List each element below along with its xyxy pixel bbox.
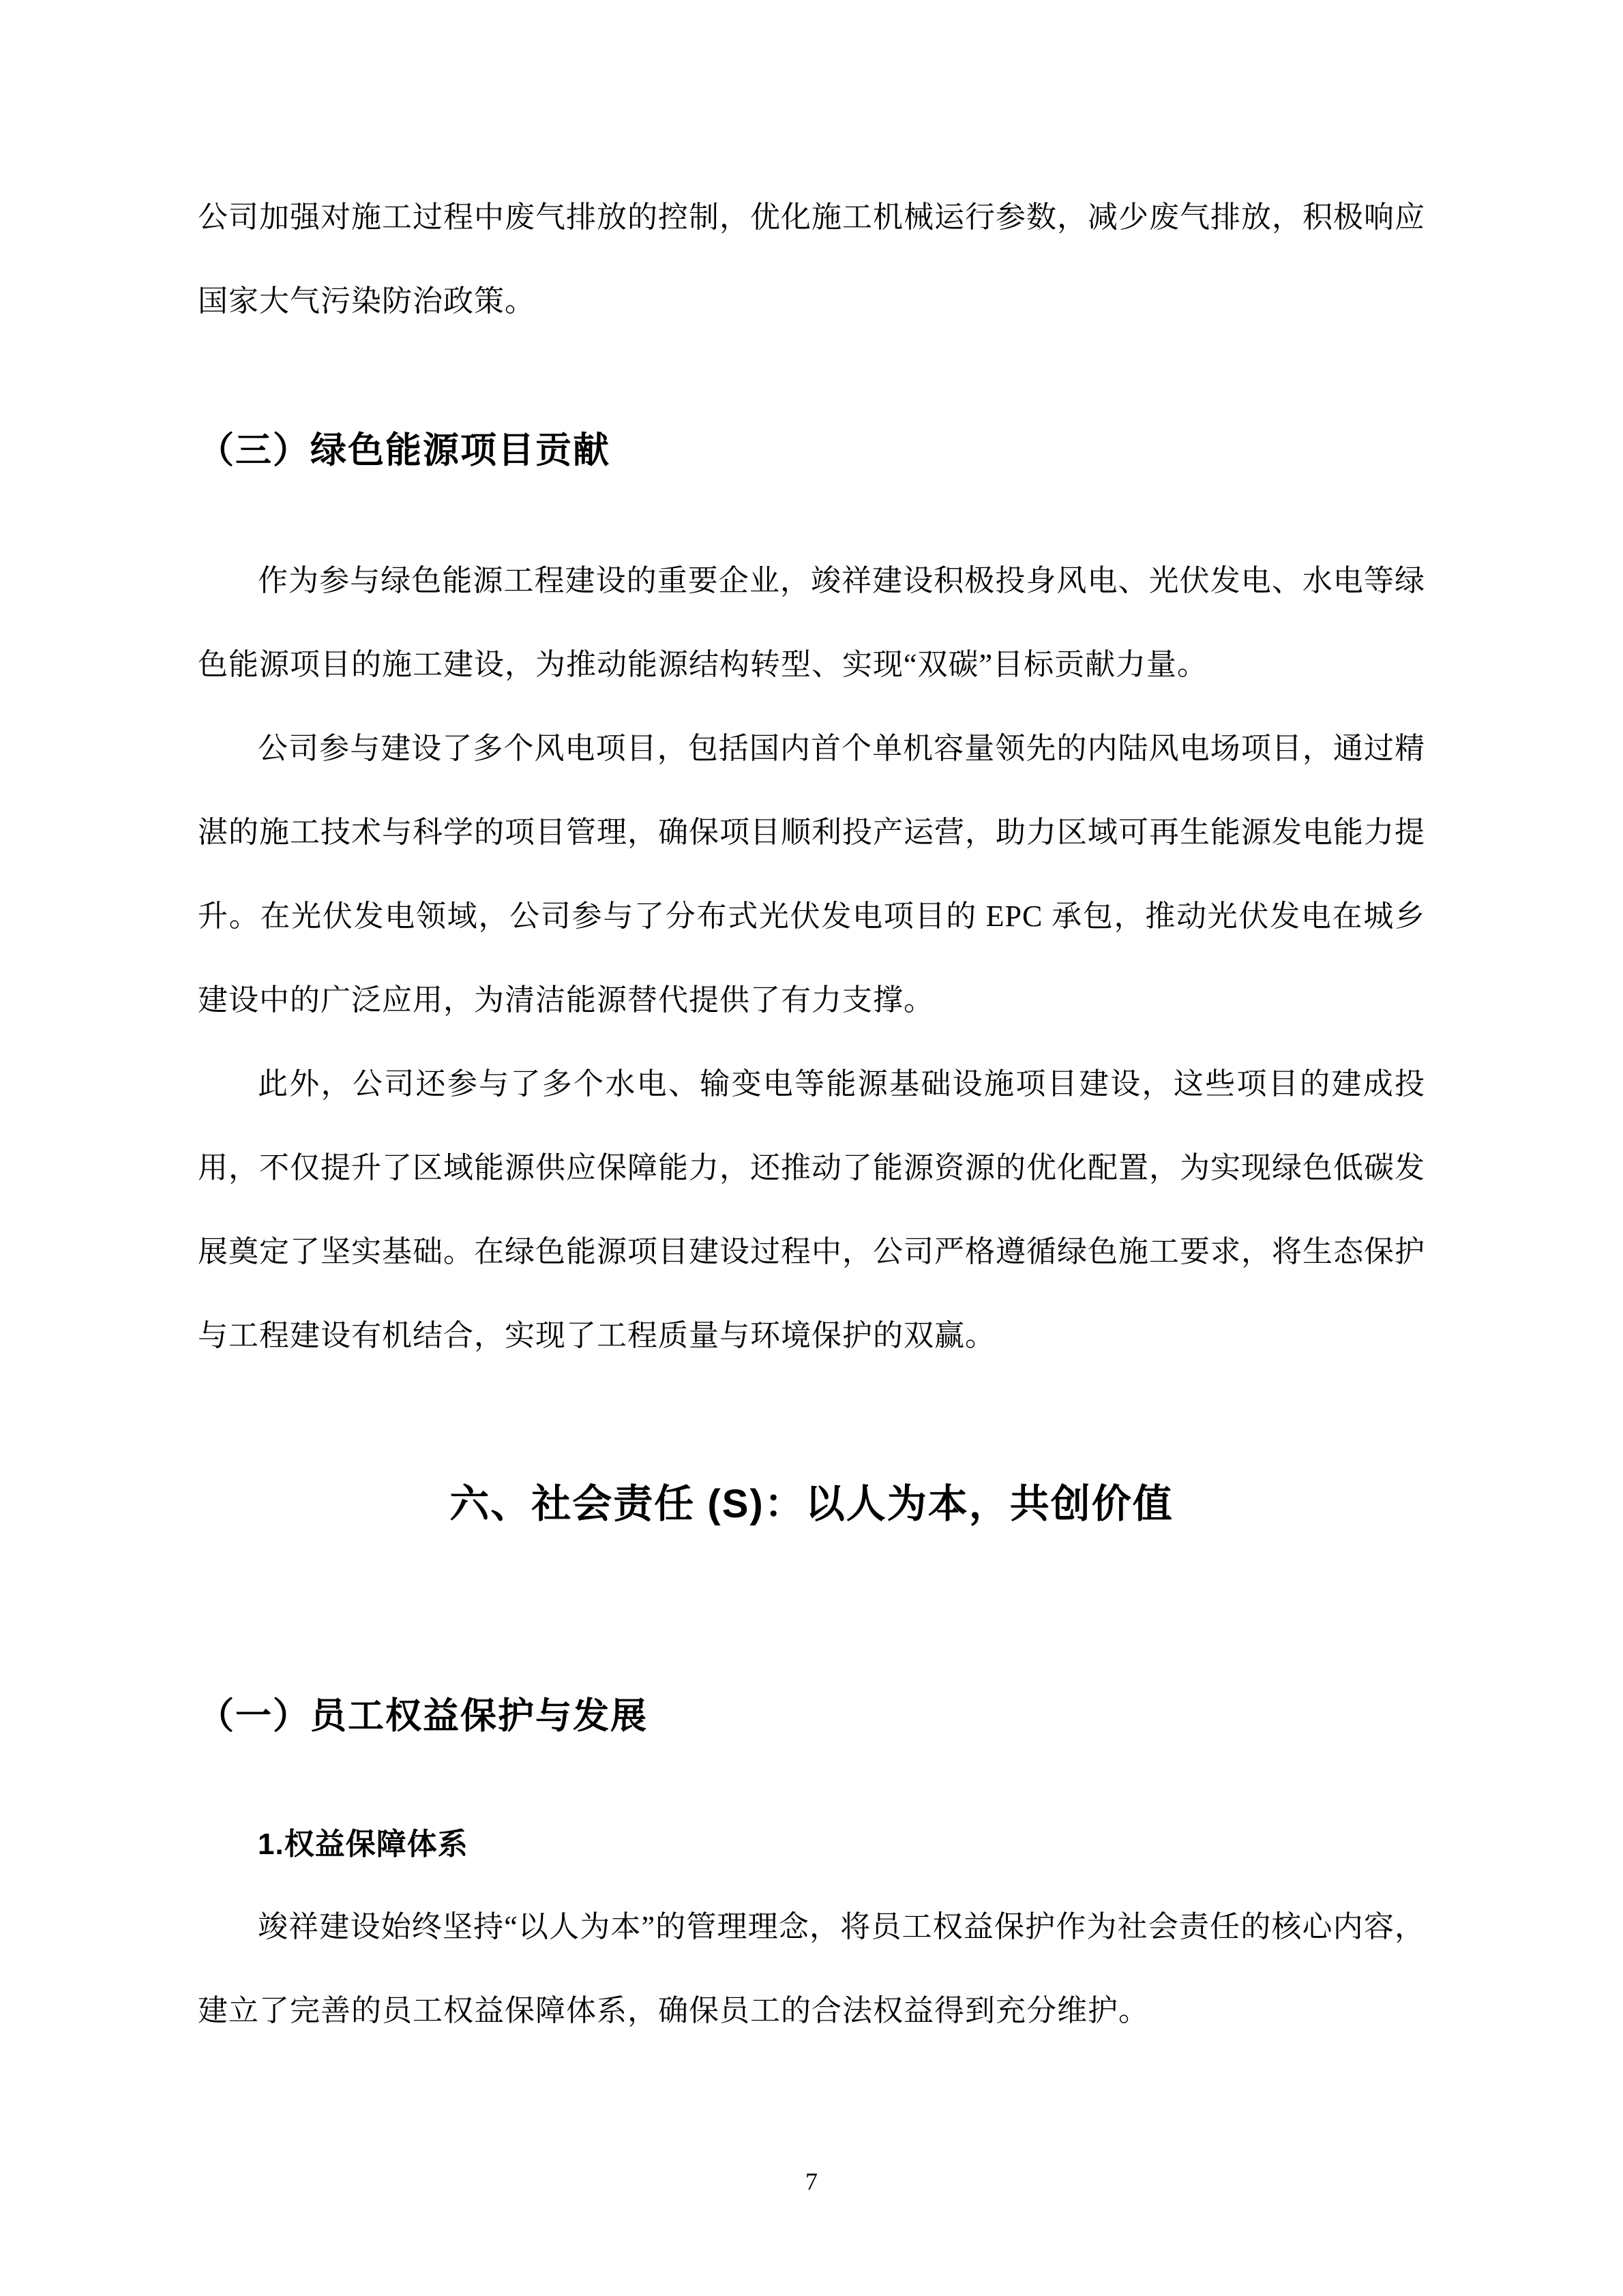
paragraph-green-energy-overview: 作为参与绿色能源工程建设的重要企业，竣祥建设积极投身风电、光伏发电、水电等绿色能源项目的施工建设，为推动能源结构转型、实现“双碳”目标贡献力量。 bbox=[198, 564, 1425, 681]
paragraph-rights-protection-system: 竣祥建设始终坚持“以人为本”的管理理念，将员工权益保护作为社会责任的核心内容，建立了完善的员工权益保障体系，确保员工的合法权益得到充分维护。 bbox=[198, 1910, 1425, 2027]
paragraph-air-emission-control: 公司加强对施工过程中废气排放的控制，优化施工机械运行参数，减少废气排放，积极响应国家大气污染防治政策。 bbox=[198, 200, 1425, 318]
chapter-heading-social-responsibility: 六、社会责任 (S)：以人为本，共创价值 bbox=[449, 1482, 1174, 1526]
section-heading-employee-rights: （一）员工权益保护与发展 bbox=[198, 1696, 648, 1736]
paragraph-wind-solar-projects: 公司参与建设了多个风电项目，包括国内首个单机容量领先的内陆风电场项目，通过精湛的施工技术与科学的项目管理，确保项目顺利投产运营，助力区域可再生能源发电能力提升。在光伏发电领域，公司参与了分布式光伏发电项目的 EPC 承包，推动光伏发电在城乡建设中的广泛应用，为清洁能源替代提供了有力支撑。 bbox=[198, 732, 1425, 1017]
section-heading-green-energy-contribution: （三）绿色能源项目贡献 bbox=[198, 430, 610, 471]
paragraph-hydro-infrastructure: 此外，公司还参与了多个水电、输变电等能源基础设施项目建设，这些项目的建成投用，不仅提升了区域能源供应保障能力，还推动了能源资源的优化配置，为实现绿色低碳发展奠定了坚实基础。在绿色能源项目建设过程中，公司严格遵循绿色施工要求，将生态保护与工程建设有机结合，实现了工程质量与环境保护的双赢。 bbox=[198, 1067, 1425, 1352]
page-number: 7 bbox=[805, 2168, 818, 2195]
subsection-heading-rights-protection-system: 1.权益保障体系 bbox=[258, 1828, 468, 1861]
